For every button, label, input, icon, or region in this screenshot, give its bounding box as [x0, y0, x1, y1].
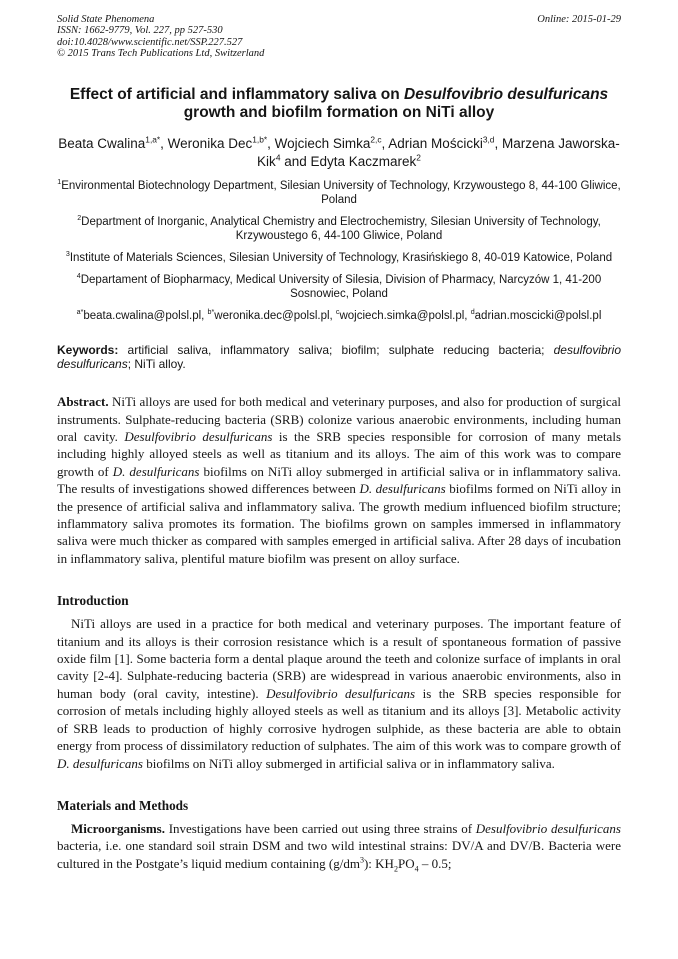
journal-meta-block [57, 14, 264, 59]
keywords-line: Keywords: artificial saliva, inflammatory saliva; biofilm; sulphate reducing bacteria; desulfovibrio desulfuricans; NiTi alloy. [57, 343, 621, 371]
journal-issn-line: ISSN: 1662-9779, Vol. 227, pp 527-530 [57, 25, 223, 37]
microorganisms-paragraph: Microorganisms. Investigations have been carried out using three strains of Desulfovibrio desulfuricans bacteria, i.e. one standard soil strain DSM and two wild intestinal strains: DV/A and DV/B. Bacteria were cultured in the Postgate’s liquid medium containing $(g/dm^3)$: $KH_2PO_4 - 0.5$; [57, 820, 621, 874]
affiliation-4: $^4$Departament of Biopharmacy, Medical University of Silesia, Division of Pharmacy, Narcyzów 1, 41-200 Sosnowiec, Poland [76, 272, 602, 301]
journal-doi-line: doi:10.4028/www.scientific.net/SSP.227.527 [57, 36, 243, 48]
section-heading-introduction: Introduction [57, 593, 129, 609]
author-emails: $^{a*}$beata.cwalina@polsl.pl, $^{b*}$weronika.dec@polsl.pl, $^c$wojciech.simka@polsl.pl, $^d$adrian.moscicki@polsl.pl [76, 308, 602, 323]
affiliation-3: $^3$Institute of Materials Sciences, Silesian University of Technology, Krasińskiego 8, 40-019 Katowice, Poland [65, 250, 613, 265]
affiliation-2: $^2$Department of Inorganic, Analytical Chemistry and Electrochemistry, Silesian University of Technology, Krzywoustego 6, 44-100 Gliwice, Poland [77, 214, 601, 243]
abstract-paragraph: Abstract. NiTi alloys are used for both medical and veterinary purposes, and also for production of surgical instruments. Sulphate-reducing bacteria (SRB) colonize various anaerobic environments, including human oral cavity. Desulfovibrio desulfuricans is the SRB species responsible for corrosion of many metals including highly alloyed steels as well as titanium and its alloys. The aim of this work was to compare growth of D. desulfuricans biofilms on NiTi alloy submerged in artificial saliva or in inflammatory saliva. The results of investigations showed differences between D. desulfuricans biofilms formed on NiTi alloy in the presence of artificial saliva and inflammatory saliva. The growth medium influenced biofilm structure; inflammatory saliva promotes its formation. The biofilms grown on samples immersed in inflammatory saliva were much thicker as compared with samples emerged in artificial saliva. After 28 days of incubation in inflammatory saliva, plentiful mature biofilm was present on alloy surface. [57, 394, 622, 566]
paper-title: Effect of artificial and inflammatory saliva on Desulfovibrio desulfuricans growth and biofilm formation on NiTi alloy [69, 86, 609, 122]
affiliation-1: $^1$Environmental Biotechnology Department, Silesian University of Technology, Krzywoustego 8, 44-100 Gliwice, Poland [57, 178, 621, 207]
section-heading-materials-and-methods: Materials and Methods [57, 797, 189, 813]
authors-line: Beata Cwalina$^{1,a*}$, Weronika Dec$^{1,b*}$, Wojciech Simka$^{2,c}$, Adrian Mościcki$^{3,d}$, Marzena Jaworska-Kik$^4$ and Edyta Kaczmarek$^2$ [58, 134, 620, 170]
journal-header [57, 14, 621, 59]
introduction-paragraph: NiTi alloys are used in a practice for both medical and veterinary purposes. The important feature of titanium and its alloys is their corrosion resistance which is a result of spontaneous formation of passive oxide film [1]. Some bacteria form a dental plaque around the teeth and colonize surface of implants in oral cavity [2-4]. Sulphate-reducing bacteria (SRB) are widespread in various anaerobic environments, also in human body (oral cavity, intestine). Desulfovibrio desulfuricans is the SRB species responsible for corrosion of metals including highly alloyed steels as well as titanium and its alloys [3]. Metabolic activity of SRB leads to production of highly corrosive hydrogen sulphide, as these bacteria are able to obtain energy from process of dissimilatory reduction of sulphates. The aim of this work was to compare growth of D. desulfuricans biofilms on NiTi alloy submerged in artificial saliva or in inflammatory saliva. [57, 616, 622, 771]
online-date: Online: 2015-01-29 [537, 14, 621, 25]
journal-copyright-line: © 2015 Trans Tech Publications Ltd, Switzerland [57, 47, 265, 59]
journal-name: Solid State Phenomena [57, 14, 155, 25]
